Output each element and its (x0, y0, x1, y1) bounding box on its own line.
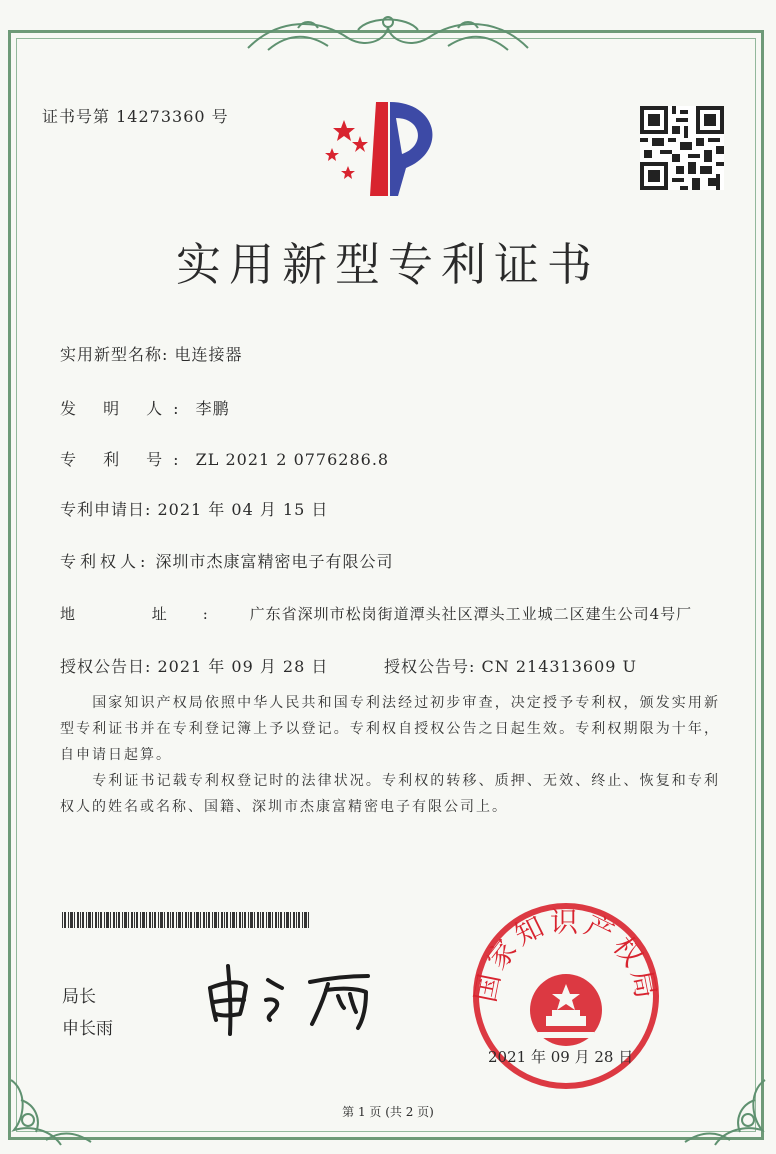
star-icon (325, 148, 339, 161)
address-label: 地 址: (60, 605, 244, 623)
barcode-bar (92, 912, 93, 928)
director-signature (200, 958, 400, 1036)
barcode-bar (242, 912, 243, 928)
inventor-row (60, 396, 230, 419)
filing-date-value: 2021 年 04 月 15 日 (157, 500, 329, 519)
inventor-value: 李鹏 (195, 399, 230, 418)
utility-model-name-label: 实用新型名称: (60, 345, 169, 364)
barcode-bar (116, 912, 117, 928)
barcode-bar (284, 912, 285, 928)
barcode-bar (293, 912, 295, 928)
page-indicator: 第 1 页 (共 2 页) (342, 1105, 434, 1119)
barcode-bar (146, 912, 147, 928)
barcode-bar (278, 912, 279, 928)
address-value: 广东省深圳市松岗街道潭头社区潭头工业城二区建生公司4号厂 (249, 605, 693, 623)
barcode-bar (200, 912, 201, 928)
patent-number-row (60, 447, 389, 470)
barcode-bar (296, 912, 297, 928)
barcode-bar (308, 912, 309, 928)
barcode-bar (248, 912, 249, 928)
barcode-bar (280, 912, 282, 928)
barcode-bar (98, 912, 99, 928)
barcode-bar (113, 912, 115, 928)
star-icon (352, 136, 368, 152)
barcode-bar (266, 912, 267, 928)
barcode-bar (206, 912, 207, 928)
barcode-bar (77, 912, 79, 928)
cnipa-logo (318, 96, 450, 200)
grant-date-label: 授权公告日: (60, 657, 152, 676)
barcode-bar (302, 912, 303, 928)
grant-number-row (384, 654, 637, 677)
barcode-bar (62, 912, 63, 928)
barcode-bar (152, 912, 153, 928)
certificate-number-label: 证书号第 (42, 107, 111, 126)
barcode-bar (182, 912, 183, 928)
barcode-bar (140, 912, 141, 928)
barcode-bar (131, 912, 133, 928)
barcode-bar (160, 912, 163, 928)
barcode-bar (80, 912, 81, 928)
address-row (60, 603, 692, 624)
certificate-number-suffix: 号 (211, 107, 229, 126)
national-emblem-icon (530, 974, 602, 1046)
filing-date-row (60, 497, 328, 520)
barcode-bar (236, 912, 237, 928)
certificate-number (42, 104, 229, 127)
barcode-bar (250, 912, 253, 928)
barcode-bar (262, 912, 264, 928)
barcode-bar (164, 912, 165, 928)
barcode-bar (110, 912, 111, 928)
barcode-bar (74, 912, 75, 928)
certificate-title: 实用新型专利证书 (175, 238, 600, 291)
statement-paragraph-1: 国家知识产权局依照中华人民共和国专利法经过初步审查，决定授予专利权，颁发实用新型专利证书并在专利登记簿上予以登记。专利权自授权公告之日起生效。专利权期限为十年，自申请日起算。 (60, 695, 720, 763)
barcode-bar (128, 912, 129, 928)
barcode-bar (95, 912, 97, 928)
barcode-bar (68, 912, 69, 928)
utility-model-name-value: 电连接器 (174, 345, 243, 364)
star-icon (333, 120, 355, 141)
barcode-bar (221, 912, 223, 928)
director-name: 申长雨 (62, 1019, 113, 1039)
barcode-bar (257, 912, 259, 928)
barcode-bar (226, 912, 228, 928)
barcode-bar (149, 912, 151, 928)
seal-text: 国家知识产权局 (468, 905, 664, 1005)
barcode-bar (64, 912, 66, 928)
barcode-bar (178, 912, 181, 928)
grant-date-row (60, 654, 328, 677)
barcode-bar (272, 912, 273, 928)
patentee-row (60, 549, 394, 572)
barcode-bar (134, 912, 135, 928)
barcode-bar (167, 912, 169, 928)
barcode-bar (86, 912, 87, 928)
barcode-bar (239, 912, 241, 928)
barcode-bar (122, 912, 123, 928)
barcode-bar (142, 912, 145, 928)
barcode-bar (158, 912, 159, 928)
barcode-bar (70, 912, 73, 928)
barcode-bar (154, 912, 156, 928)
barcode-bar (136, 912, 138, 928)
filing-date-label: 专利申请日: (60, 500, 152, 519)
barcode-bar (203, 912, 205, 928)
barcode-bar (106, 912, 109, 928)
barcode-bar (244, 912, 246, 928)
barcode-bar (176, 912, 177, 928)
barcode-bar (254, 912, 255, 928)
barcode (62, 912, 310, 928)
patentee-value: 深圳市杰康富精密电子有限公司 (155, 552, 394, 571)
barcode-bar (188, 912, 189, 928)
star-icon (341, 166, 355, 179)
barcode-bar (232, 912, 235, 928)
barcode-bar (304, 912, 307, 928)
barcode-bar (286, 912, 289, 928)
barcode-bar (194, 912, 195, 928)
director-title: 局长 (62, 987, 96, 1007)
barcode-bar (196, 912, 199, 928)
barcode-bar (230, 912, 231, 928)
barcode-bar (104, 912, 105, 928)
barcode-bar (212, 912, 213, 928)
barcode-bar (290, 912, 291, 928)
barcode-bar (298, 912, 300, 928)
barcode-bar (268, 912, 271, 928)
grant-number-value: CN 214313609 U (481, 657, 638, 676)
barcode-bar (214, 912, 217, 928)
barcode-bar (218, 912, 219, 928)
patentee-label: 专利权人: (60, 552, 150, 571)
barcode-bar (185, 912, 187, 928)
patent-number-label: 专 利 号: (60, 450, 190, 469)
patent-number-value: ZL 2021 2 0776286.8 (195, 450, 390, 469)
barcode-bar (124, 912, 127, 928)
barcode-bar (260, 912, 261, 928)
seal-date: 2021 年 09 月 28 日 (488, 1048, 634, 1066)
barcode-bar (224, 912, 225, 928)
barcode-bar (170, 912, 171, 928)
utility-model-name-row (60, 342, 243, 365)
top-ornament (238, 8, 538, 60)
statement-paragraph-2: 专利证书记载专利权登记时的法律状况。专利权的转移、质押、无效、终止、恢复和专利权人的姓名或名称、国籍、深圳市杰康富精密电子有限公司上。 (60, 773, 720, 815)
barcode-bar (88, 912, 91, 928)
inventor-label: 发 明 人: (60, 399, 190, 418)
barcode-bar (100, 912, 102, 928)
barcode-bar (172, 912, 174, 928)
barcode-bar (275, 912, 277, 928)
qr-code (640, 106, 724, 190)
grant-date-value: 2021 年 09 月 28 日 (157, 657, 329, 676)
barcode-bar (118, 912, 120, 928)
barcode-bar (82, 912, 84, 928)
barcode-bar (190, 912, 192, 928)
grant-number-label: 授权公告号: (384, 657, 476, 676)
barcode-bar (208, 912, 210, 928)
certificate-number-value: 14273360 (116, 107, 206, 126)
